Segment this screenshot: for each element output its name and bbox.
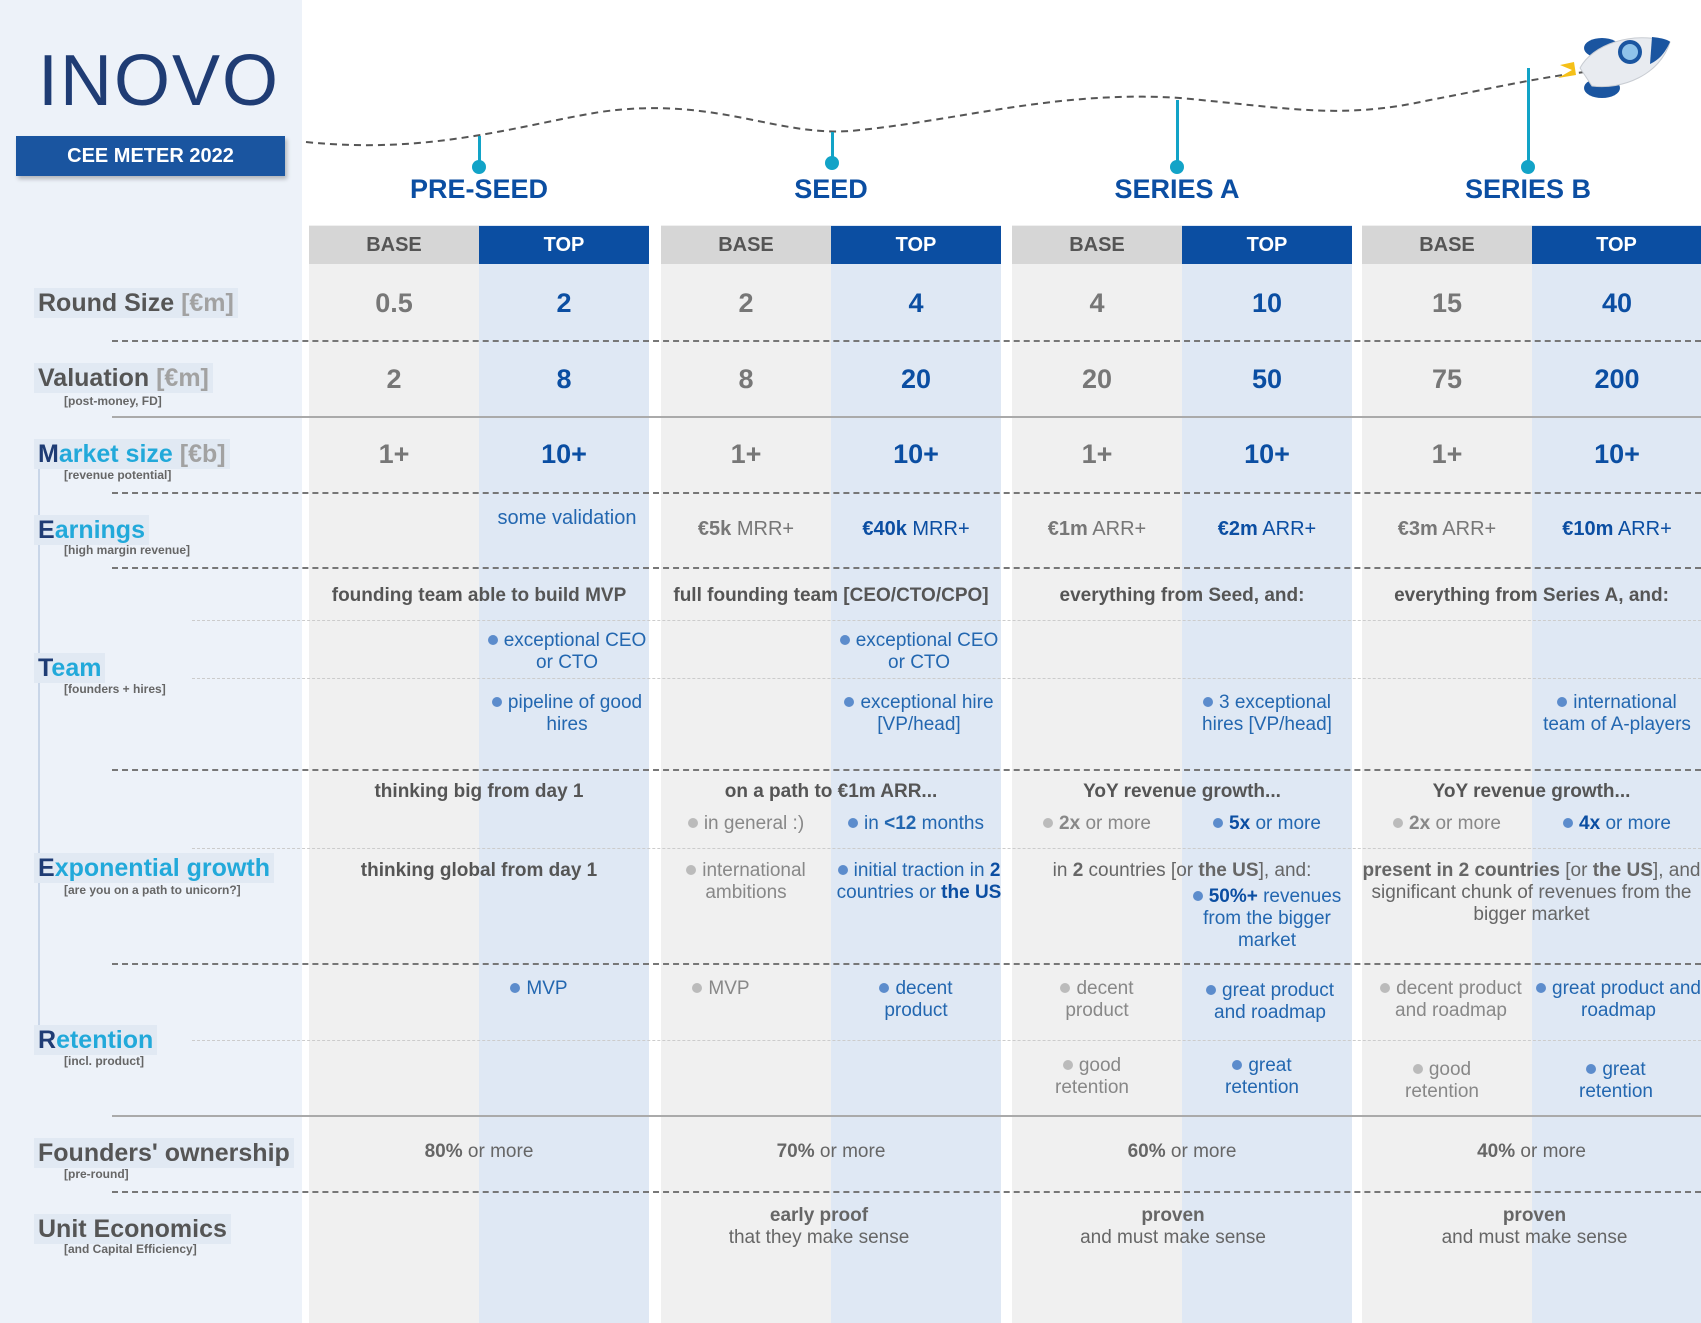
team-seriesa-heading: everything from Seed, and:: [1059, 585, 1305, 606]
bullet-icon: [688, 818, 698, 828]
bullet-icon: [840, 635, 850, 645]
earnings-seriesa-base: €1m ARR+: [1047, 518, 1147, 540]
team-seed-top-2: exceptional hire [VP/head]: [831, 692, 1007, 736]
market-size-preseed-top: 10+: [541, 439, 587, 469]
separator: [112, 963, 1701, 965]
retention-seriesa-top-2: great retention: [1225, 1055, 1299, 1098]
label-valuation: Valuation [€m]: [34, 363, 213, 393]
growth-seriesa-base-1: 2x or more: [1012, 813, 1182, 835]
header-seed-base: BASE: [661, 226, 831, 264]
header-seriesb-base: BASE: [1362, 226, 1532, 264]
market-size-seed-base: 1+: [730, 439, 762, 469]
team-seriesb-top-2: international team of A-players: [1543, 692, 1691, 735]
valuation-seriesb-base: 75: [1431, 364, 1463, 394]
bullet-icon: [1193, 891, 1203, 901]
growth-seriesa-top-2: 50%+ revenues from the bigger market: [1182, 886, 1352, 952]
growth-seed-heading: on a path to €1m ARR...: [724, 781, 938, 802]
earnings-seriesa-top: €2m ARR+: [1217, 518, 1317, 540]
bullet-icon: [510, 983, 520, 993]
stage-preseed: PRE-SEED: [409, 174, 549, 204]
valuation-seed-top: 20: [900, 364, 932, 394]
bullet-icon: [1206, 985, 1216, 995]
team-seed-heading: full founding team [CEO/CTO/CPO]: [673, 585, 989, 606]
retention-seriesb-top-1: great product and roadmap: [1536, 978, 1701, 1022]
header-preseed-base: BASE: [309, 226, 479, 264]
valuation-seriesa-base: 20: [1081, 364, 1113, 394]
valuation-seriesb-top: 200: [1594, 364, 1640, 394]
round-size-seriesb-base: 15: [1431, 288, 1463, 318]
team-preseed-top-2: pipeline of good hires: [479, 692, 655, 736]
header-preseed-top: TOP: [479, 226, 649, 264]
market-size-seriesb-base: 1+: [1431, 439, 1463, 469]
market-size-seriesa-top: 10+: [1244, 439, 1290, 469]
bullet-icon: [1063, 1060, 1073, 1070]
growth-seed-top-1: in <12 months: [831, 813, 1001, 835]
rocket-path: [300, 0, 1701, 190]
bullet-icon: [1563, 818, 1573, 828]
label-exponential-growth: Exponential growth: [34, 853, 274, 883]
stage-series-b: SERIES B: [1464, 174, 1592, 204]
seriesb-pin: [1527, 68, 1530, 166]
bullet-icon: [1203, 697, 1213, 707]
separator: [112, 567, 1701, 569]
team-preseed-top-1: exceptional CEO or CTO: [479, 630, 655, 674]
valuation-seriesa-top: 50: [1251, 364, 1283, 394]
market-size-seed-top: 10+: [893, 439, 939, 469]
market-size-preseed-base: 1+: [378, 439, 410, 469]
stage-seed: SEED: [794, 174, 868, 204]
seriesa-pin-dot: [1170, 160, 1184, 174]
bullet-icon: [1043, 818, 1053, 828]
team-preseed-heading: founding team able to build MVP: [331, 585, 627, 606]
bullet-icon: [492, 697, 502, 707]
sublabel-earnings: [high margin revenue]: [64, 543, 191, 557]
growth-seriesb-base-1: 2x or more: [1362, 813, 1532, 835]
valuation-preseed-base: 2: [386, 364, 402, 394]
separator: [112, 769, 1701, 771]
growth-preseed-2: thinking global from day 1: [360, 860, 598, 881]
earnings-seriesb-base: €3m ARR+: [1397, 518, 1497, 540]
seed-pin-dot: [825, 156, 839, 170]
sub-separator: [192, 678, 1701, 679]
bullet-icon: [686, 865, 696, 875]
round-size-seriesa-base: 4: [1089, 288, 1105, 318]
separator: [112, 492, 1701, 494]
retention-seriesa-top-1: great product and roadmap: [1190, 980, 1350, 1024]
bullet-icon: [844, 697, 854, 707]
label-earnings: Earnings: [34, 515, 149, 545]
bullet-icon: [692, 983, 702, 993]
separator: [112, 1191, 1701, 1193]
earnings-seed-top: €40k MRR+: [862, 518, 970, 540]
growth-seed-top-2: initial traction in 2 countries or the US: [836, 860, 1002, 903]
market-size-seriesb-top: 10+: [1594, 439, 1640, 469]
round-size-seriesb-top: 40: [1601, 288, 1633, 318]
retention-preseed-top: MVP: [479, 978, 599, 1000]
sublabel-team: [founders + hires]: [64, 682, 166, 696]
retention-seriesb-top-2: great retention: [1579, 1059, 1653, 1102]
bullet-icon: [838, 865, 848, 875]
growth-preseed-heading: thinking big from day 1: [374, 781, 584, 802]
retention-seriesb-base-1: decent product and roadmap: [1366, 978, 1536, 1022]
bullet-icon: [1213, 818, 1223, 828]
bullet-icon: [879, 983, 889, 993]
round-size-seriesa-top: 10: [1251, 288, 1283, 318]
growth-seriesa-2: in 2 countries [or the US], and:: [1052, 860, 1312, 881]
label-unit-economics: Unit Economics: [34, 1214, 231, 1244]
label-market-size: Market size [€b]: [34, 439, 230, 469]
sublabel-founders-ownership: [pre-round]: [64, 1167, 129, 1181]
round-size-seed-base: 2: [738, 288, 754, 318]
bullet-icon: [1380, 983, 1390, 993]
header-seriesa-top: TOP: [1182, 226, 1352, 264]
growth-seed-base-1: in general :): [661, 813, 831, 835]
cee-meter-badge: CEE METER 2022: [16, 136, 285, 176]
seriesa-pin: [1176, 100, 1179, 166]
retention-seed-top: decent product: [851, 978, 981, 1022]
unit-economics-seed: early proof that they make sense: [728, 1205, 910, 1248]
connector-line: [38, 460, 40, 1035]
growth-seriesa-heading: YoY revenue growth...: [1083, 781, 1281, 802]
earnings-preseed-top: some validation: [497, 507, 637, 529]
growth-seriesa-top-1: 5x or more: [1182, 813, 1352, 835]
sublabel-exponential-growth: [are you on a path to unicorn?]: [64, 883, 241, 897]
growth-seed-base-2: international ambitions: [661, 860, 831, 904]
retention-seriesb-base-2: good retention: [1405, 1059, 1479, 1102]
sublabel-market-size: [revenue potential]: [64, 468, 172, 482]
seriesb-pin-dot: [1521, 160, 1535, 174]
earnings-seriesb-top: €10m ARR+: [1562, 518, 1672, 540]
retention-seriesa-base-1: decent product: [1032, 978, 1162, 1022]
bullet-icon: [488, 635, 498, 645]
round-size-seed-top: 4: [908, 288, 924, 318]
growth-seriesb-top-1: 4x or more: [1532, 813, 1701, 835]
rocket-icon: [1552, 20, 1682, 110]
separator: [112, 1115, 1701, 1117]
ownership-preseed: 80% or more: [424, 1141, 534, 1162]
sub-separator: [192, 620, 1701, 621]
bullet-icon: [1393, 818, 1403, 828]
growth-seriesb-heading: YoY revenue growth...: [1432, 781, 1631, 802]
header-seriesb-top: TOP: [1532, 226, 1701, 264]
header-seed-top: TOP: [831, 226, 1001, 264]
separator: [112, 416, 1701, 418]
separator: [112, 340, 1701, 342]
team-seriesa-top-2: 3 exceptional hires [VP/head]: [1202, 692, 1332, 735]
preseed-pin-dot: [472, 160, 486, 174]
valuation-seed-base: 8: [738, 364, 754, 394]
bullet-icon: [848, 818, 858, 828]
bullet-icon: [1536, 983, 1546, 993]
sub-separator: [192, 1040, 1701, 1041]
sublabel-unit-economics: [and Capital Efficiency]: [64, 1242, 197, 1256]
retention-seed-base: MVP: [661, 978, 781, 1000]
market-size-seriesa-base: 1+: [1081, 439, 1113, 469]
label-team: Team: [34, 653, 105, 683]
bullet-icon: [1413, 1064, 1423, 1074]
valuation-preseed-top: 8: [556, 364, 572, 394]
unit-economics-seriesb: proven and must make sense: [1441, 1205, 1628, 1248]
round-size-preseed-top: 2: [556, 288, 572, 318]
header-seriesa-base: BASE: [1012, 226, 1182, 264]
team-seed-top-1: exceptional CEO or CTO: [831, 630, 1007, 674]
earnings-seed-base: €5k MRR+: [697, 518, 795, 540]
label-round-size: Round Size [€m]: [34, 288, 238, 318]
retention-seriesa-base-2: good retention: [1055, 1055, 1129, 1098]
stage-series-a: SERIES A: [1114, 174, 1240, 204]
inovo-logo: INOVO: [38, 41, 281, 121]
ownership-seriesb: 40% or more: [1477, 1141, 1586, 1162]
ownership-seriesa: 60% or more: [1127, 1141, 1237, 1162]
sub-separator: [192, 848, 1701, 849]
round-size-preseed-base: 0.5: [375, 288, 413, 318]
bullet-icon: [1232, 1060, 1242, 1070]
sublabel-valuation: [post-money, FD]: [64, 394, 162, 408]
sublabel-retention: [incl. product]: [64, 1054, 144, 1068]
bullet-icon: [1586, 1064, 1596, 1074]
bullet-icon: [1557, 697, 1567, 707]
ownership-seed: 70% or more: [776, 1141, 886, 1162]
growth-seriesb-2: present in 2 countries [or the US], and significant chunk of revenues from the bigger market: [1362, 860, 1701, 925]
unit-economics-seriesa: proven and must make sense: [1080, 1205, 1266, 1248]
bullet-icon: [1060, 983, 1070, 993]
team-seriesb-heading: everything from Series A, and:: [1394, 585, 1669, 606]
label-founders-ownership: Founders' ownership: [34, 1138, 294, 1168]
label-retention: Retention: [34, 1025, 157, 1055]
